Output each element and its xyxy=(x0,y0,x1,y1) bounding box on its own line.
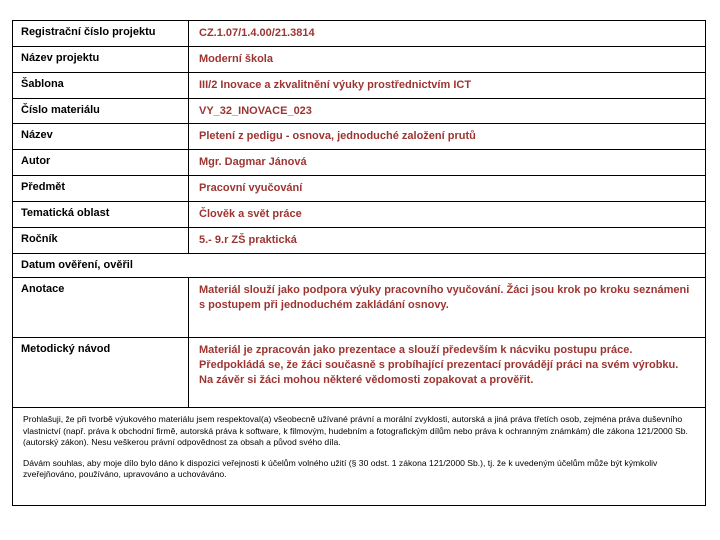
table-row xyxy=(13,254,705,279)
table-row xyxy=(13,228,705,254)
row-label: Ročník xyxy=(13,228,189,253)
table-row xyxy=(13,73,705,99)
row-value: III/2 Inovace a zkvalitnění výuky prostřednictvím ICT xyxy=(199,78,472,91)
row-value: Materiál slouží jako podpora výuky pracovního vyučování. Žáci jsou krok po kroku seznámeni s postupem při jednoduchém zakládání osnovy. xyxy=(199,284,690,312)
table-row xyxy=(13,21,705,47)
table-row xyxy=(13,124,705,150)
table-row xyxy=(13,99,705,125)
row-value: VY_32_INOVACE_023 xyxy=(199,104,312,117)
copyright-disclaimer xyxy=(13,408,705,505)
project-info-table xyxy=(12,20,706,506)
row-label: Šablona xyxy=(13,73,189,98)
row-value: CZ.1.07/1.4.00/21.3814 xyxy=(199,27,315,39)
row-label: Předmět xyxy=(13,176,189,201)
row-label: Název xyxy=(13,124,189,149)
table-row xyxy=(13,176,705,202)
row-value: Pracovní vyučování xyxy=(199,182,303,195)
table-row xyxy=(13,150,705,176)
row-label: Autor xyxy=(13,150,189,175)
table-row xyxy=(13,47,705,73)
row-label: Číslo materiálu xyxy=(13,99,189,124)
table-row xyxy=(13,338,705,408)
row-value: Mgr. Dagmar Jánová xyxy=(199,156,307,169)
disclaimer-paragraph-2: Dávám souhlas, aby moje dílo bylo dáno k dispozici veřejnosti k účelům volného užití (§ 30 odst. 1 zákona 121/2000 Sb.), tj. že k uvedeným účelům může být kýmkoliv zveřejňováno, používáno, upravováno a uchováváno. xyxy=(23,457,658,480)
row-label: Registrační číslo projektu xyxy=(13,21,189,46)
row-value: 5.- 9.r ZŠ praktická xyxy=(199,233,297,246)
disclaimer-paragraph-1: Prohlašuji, že při tvorbě výukového materiálu jsem respektoval(a) všeobecně užívané právní a morální zvyklosti, autorská a jiná práva třetích osob, zejména práva duševního vlastnictví (např. práva k obchodní firmě, autorská práva k software, k filmovým, hudebním a fotografickým dílům nebo práva k ochranným známkám) dle zákona 121/2000 Sb. (autorský zákon). Nesu veškerou právní odpovědnost za obsah a původ svého díla. xyxy=(23,414,688,447)
row-label: Název projektu xyxy=(13,47,189,72)
row-value: Člověk a svět práce xyxy=(199,207,302,220)
row-label: Metodický návod xyxy=(13,338,189,407)
row-value: Moderní škola xyxy=(199,52,273,65)
row-label: Datum ověření, ověřil xyxy=(21,258,133,271)
row-label: Anotace xyxy=(13,278,189,337)
row-label: Tematická oblast xyxy=(13,202,189,227)
row-value: Pletení z pedigu - osnova, jednoduché založení prutů xyxy=(199,130,476,143)
row-value: Materiál je zpracován jako prezentace a slouží především k nácviku postupu práce. Předpokládá se, že žáci současně s probíhající prezentací provádějí práci na svém výrobku. Na závěr si žáci mohou některé vědomosti zopakovat a prověřit. xyxy=(199,344,679,387)
table-row xyxy=(13,278,705,338)
table-row xyxy=(13,202,705,228)
